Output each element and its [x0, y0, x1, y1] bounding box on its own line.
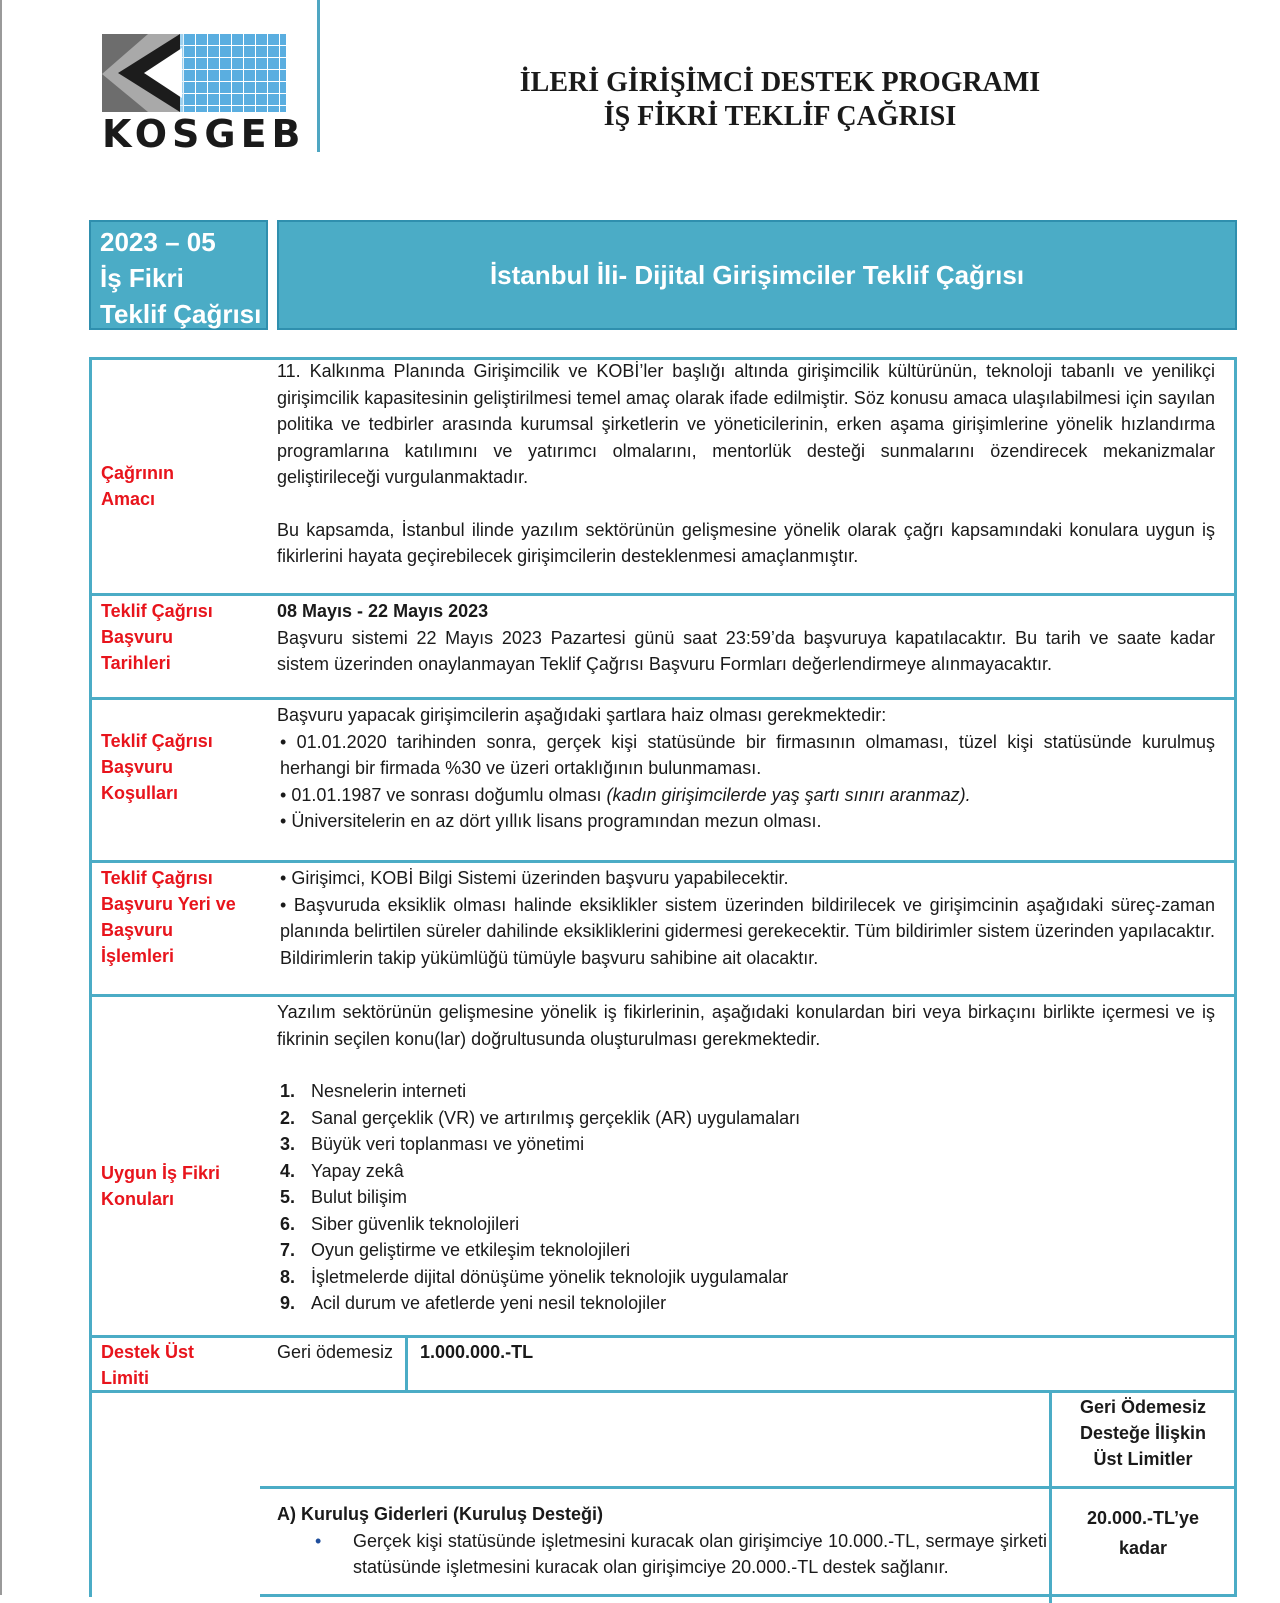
topics-intro: Yazılım sektörünün gelişmesine yönelik iş fikirlerinin, aşağıdaki konulardan biri veya birkaçını birlikte içermesi ve iş fikrinin seçilen konu(lar) doğrultusunda oluşturulması gerekmektedir.	[277, 1002, 1215, 1049]
document-title	[330, 66, 1230, 134]
list-text: Acil durum ve afetlerde yeni nesil teknolojiler	[311, 1293, 667, 1313]
condition-note: (kadın girişimcilerde yaş şartı sınırı aranmaz).	[606, 784, 971, 805]
list-number: 1.	[280, 1081, 296, 1101]
label-line: Destek Üst	[101, 1342, 195, 1362]
list-text: Sanal gerçeklik (VR) ve artırılmış gerçeklik (AR) uygulamaları	[311, 1107, 801, 1128]
label-line: Konuları	[101, 1189, 175, 1209]
section-a-text: Gerçek kişi statüsünde işletmesini kuracak olan girişimciye 10.000.-TL, sermaye şirketi statüsünde işletmesini kuracak olan girişimciye 20.000.-TL destek sağlanır.	[353, 1530, 1047, 1577]
label-line: Başvuru	[101, 920, 174, 940]
section-a-limit-amount: 20.000.-TL’ye	[1086, 1508, 1200, 1528]
limits-header-line: Üst Limitler	[1093, 1449, 1193, 1469]
condition-item: • 01.01.2020 tarihinden sonra, gerçek kişi statüsünde bir firmasının olmaması, tüzel kişi statüsünde kurulmuş herhangi bir firmada %30 ve üzeri ortaklığının bulunmaması.	[280, 731, 1215, 778]
topics-row	[92, 997, 1234, 1338]
dates-text: Başvuru sistemi 22 Mayıs 2023 Pazartesi günü saat 23:59’da başvuruya kapatılacaktır. Bu tarih ve saate kadar sistem üzerinden onaylanmayan Teklif Çağrısı Başvuru Formları değerlendirmeye alınmayacaktır.	[277, 627, 1215, 674]
call-details-table	[89, 357, 1237, 1597]
support-limit-row	[92, 1338, 1234, 1393]
process-row	[92, 863, 1234, 997]
dates-label	[101, 598, 213, 676]
list-number: 7.	[280, 1240, 296, 1260]
label-line: Çağrının	[101, 463, 175, 483]
purpose-paragraph-2: Bu kapsamda, İstanbul ilinde yazılım sektörünün gelişmesine yönelik olarak çağrı kapsamındaki konulara uygun iş fikirlerini hayata geçirebilecek girişimcilerin desteklenmesi amaçlanmıştır.	[277, 519, 1215, 566]
cell-divider	[405, 1338, 408, 1390]
list-item	[277, 1078, 1215, 1105]
list-number: 6.	[280, 1213, 296, 1234]
call-code: 2023 – 05	[100, 227, 216, 257]
call-title-box	[277, 220, 1237, 330]
list-number: 4.	[280, 1160, 296, 1181]
list-item	[277, 1264, 1215, 1291]
list-number: 5.	[280, 1187, 296, 1207]
limits-header-divider	[260, 1486, 1234, 1489]
title-line-1: İLERİ GİRİŞİMCİ DESTEK PROGRAMI	[519, 67, 1041, 98]
purpose-label	[101, 460, 174, 512]
support-type: Geri ödemesiz	[277, 1342, 394, 1362]
logo-wordmark: KOSGEB	[102, 112, 306, 156]
topics-list	[277, 1078, 1215, 1317]
logo-mark-icon	[100, 34, 290, 114]
label-line: Uygun İş Fikri	[101, 1163, 221, 1183]
condition-text: Üniversitelerin en az dört yıllık lisans programından mezun olması.	[291, 811, 822, 831]
list-text: Siber güvenlik teknolojileri	[311, 1213, 520, 1234]
call-title: İstanbul İli- Dijital Girişimciler Teklif Çağrısı	[489, 259, 1025, 290]
list-text: Büyük veri toplanması ve yönetimi	[311, 1134, 585, 1154]
limits-header-line: Geri Ödemesiz	[1079, 1397, 1207, 1417]
topics-content	[277, 999, 1215, 1317]
label-line: Limiti	[101, 1368, 149, 1388]
list-item	[277, 1105, 1215, 1132]
list-text: Bulut bilişim	[311, 1187, 408, 1207]
section-a-limit-suffix: kadar	[1118, 1538, 1168, 1558]
conditions-label	[101, 728, 213, 806]
header-divider	[317, 0, 320, 152]
conditions-content	[277, 702, 1215, 835]
label-line: Başvuru	[101, 757, 174, 777]
label-line: Koşulları	[101, 783, 179, 803]
limits-header-line: Desteğe İlişkin	[1079, 1423, 1207, 1443]
list-text: Nesnelerin interneti	[311, 1081, 467, 1101]
label-line: Teklif Çağrısı	[101, 868, 213, 888]
process-content	[277, 865, 1215, 971]
call-code-box	[89, 220, 268, 330]
list-item	[277, 1211, 1215, 1238]
list-item	[277, 1158, 1215, 1185]
limits-row-divider	[260, 1594, 1234, 1597]
purpose-paragraph-1: 11. Kalkınma Planında Girişimcilik ve KOBİ’ler başlığı altında girişimcilik kültürünün, teknoloji tabanlı ve yenilikçi girişimcilik kapasitesinin geliştirilmesi temel amaç olarak ifade edilmiştir. Söz konusu amaca ulaşılabilmesi için sayılan politika ve tedbirler arasında kurumsal şirketlerin ve yöneticilerinin, erken aşama girişimlerine yönelik hızlandırma programlarına katılımını ve yatırımcı olmalarını, mentorlük desteği sunmalarını özendirecek mekanizmalar geliştirileceği vurgulanmaktadır.	[277, 361, 1215, 487]
conditions-row	[92, 700, 1234, 863]
label-line: Başvuru Yeri ve	[101, 894, 236, 914]
bullet-icon: •	[315, 1530, 322, 1551]
condition-item: • Üniversitelerin en az dört yıllık lisans programından mezun olması.	[280, 811, 822, 831]
call-type-line-2: Teklif Çağrısı	[100, 299, 262, 329]
condition-item: • 01.01.1987 ve sonrası doğumlu olması (kadın girişimcilerde yaş şartı sınırı aranmaz).	[280, 784, 971, 805]
topics-label	[101, 1160, 220, 1212]
label-line: Başvuru	[101, 627, 174, 647]
list-number: 3.	[280, 1134, 296, 1154]
list-text: Yapay zekâ	[311, 1160, 404, 1181]
section-a-item	[277, 1528, 1047, 1581]
list-item	[277, 1131, 1215, 1158]
title-line-2: İŞ FİKRİ TEKLİF ÇAĞRISI	[603, 101, 957, 132]
support-amount: 1.000.000.-TL	[420, 1342, 534, 1362]
purpose-content	[277, 358, 1215, 570]
section-a-title: A) Kuruluş Giderleri (Kuruluş Desteği)	[277, 1504, 604, 1524]
label-line: Teklif Çağrısı	[101, 601, 213, 621]
kosgeb-logo	[100, 34, 306, 156]
dates-row	[92, 596, 1234, 700]
process-item: • Girişimci, KOBİ Bilgi Sistemi üzerinden başvuru yapabilecektir.	[280, 868, 789, 888]
call-type-line-1: İş Fikri	[100, 263, 184, 293]
list-text: Oyun geliştirme ve etkileşim teknolojileri	[311, 1240, 631, 1260]
conditions-intro: Başvuru yapacak girişimcilerin aşağıdaki şartlara haiz olması gerekmektedir:	[277, 705, 887, 725]
support-limit-label	[101, 1339, 194, 1391]
dates-content	[277, 598, 1215, 678]
list-item	[277, 1184, 1215, 1211]
process-label	[101, 865, 236, 969]
label-line: Tarihleri	[101, 653, 171, 673]
section-a-limit	[1052, 1491, 1234, 1563]
list-number: 9.	[280, 1293, 296, 1313]
purpose-row	[92, 360, 1234, 596]
list-item	[277, 1237, 1215, 1264]
list-item	[277, 1290, 1215, 1317]
condition-text: 01.01.2020 tarihinden sonra, gerçek kişi statüsünde bir firmasının olmaması, tüzel kişi statüsünde kurulmuş herhangi bir firmada %30 ve üzeri ortaklığının bulunmaması.	[280, 731, 1215, 778]
limits-header	[1052, 1394, 1234, 1472]
list-number: 8.	[280, 1266, 296, 1287]
condition-text: 01.01.1987 ve sonrası doğumlu olması	[291, 784, 602, 805]
label-line: Amacı	[101, 489, 156, 509]
list-number: 2.	[280, 1107, 296, 1128]
date-range: 08 Mayıs - 22 Mayıs 2023	[277, 601, 489, 621]
list-text: İşletmelerde dijital dönüşüme yönelik teknolojik uygulamalar	[311, 1266, 789, 1287]
label-line: İşlemleri	[101, 946, 175, 966]
page-edge	[0, 0, 2, 1595]
label-line: Teklif Çağrısı	[101, 731, 213, 751]
process-item: • Başvuruda eksiklik olması halinde eksiklikler sistem üzerinden bildirilecek ve girişimcinin aşağıdaki süreç-zaman planında belirtilen süreler dahilinde eksikliklerini gidermesi gerekecektir. Tüm bildirimler sistem üzerinden yapılacaktır. Bildirimlerin takip yükümlüğü tümüyle başvuru sahibine ait olacaktır.	[280, 894, 1215, 968]
process-text: Girişimci, KOBİ Bilgi Sistemi üzerinden başvuru yapabilecektir.	[291, 868, 789, 888]
section-a	[277, 1501, 1047, 1581]
process-text: Başvuruda eksiklik olması halinde eksiklikler sistem üzerinden bildirilecek ve girişimcinin aşağıdaki süreç-zaman planında belirtilen süreler dahilinde eksikliklerini gidermesi gerekecektir. Tüm bildirimler sistem üzerinden yapılacaktır. Bildirimlerin takip yükümlüğü tümüyle başvuru sahibine ait olacaktır.	[280, 894, 1215, 968]
